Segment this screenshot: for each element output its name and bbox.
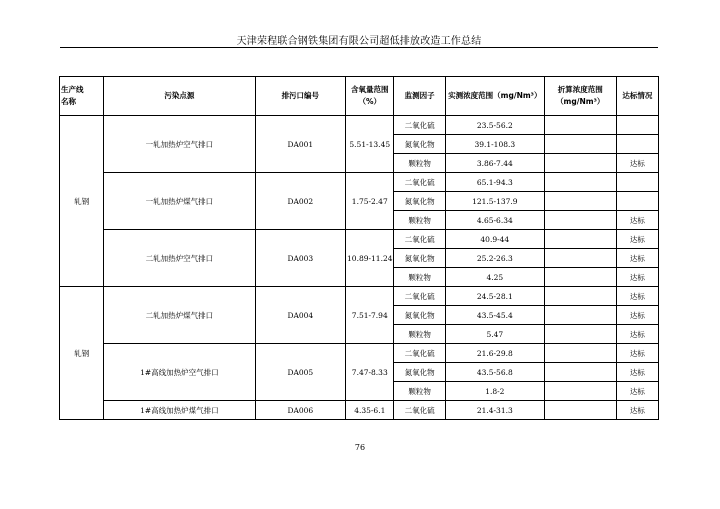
measured-cell: 21.4-31.3 (445, 401, 544, 420)
factor-cell: 氮氧化物 (394, 363, 445, 382)
source-cell: 1#高线加热炉空气排口 (104, 344, 255, 401)
measured-cell: 4.25 (445, 268, 544, 287)
converted-cell (544, 211, 616, 230)
measured-cell: 3.86-7.44 (445, 154, 544, 173)
status-cell: 达标 (616, 268, 658, 287)
status-cell: 达标 (616, 344, 658, 363)
table-row (60, 230, 659, 249)
header-divider (60, 47, 658, 48)
converted-cell (544, 344, 616, 363)
source-cell: 1#高线加热炉煤气排口 (104, 401, 255, 420)
converted-cell (544, 382, 616, 401)
status-cell: 达标 (616, 230, 658, 249)
measured-cell: 43.5-45.4 (445, 306, 544, 325)
converted-cell (544, 268, 616, 287)
factor-cell: 氮氧化物 (394, 192, 445, 211)
page-header-title: 天津荣程联合钢铁集团有限公司超低排放改造工作总结 (236, 36, 482, 47)
converted-cell (544, 192, 616, 211)
status-cell: 达标 (616, 287, 658, 306)
table-row (60, 401, 659, 420)
factor-cell: 氮氧化物 (394, 249, 445, 268)
converted-cell (544, 249, 616, 268)
measured-cell: 21.6-29.8 (445, 344, 544, 363)
measured-cell: 24.5-28.1 (445, 287, 544, 306)
factor-cell: 二氧化硫 (394, 287, 445, 306)
outlet-cell: DA006 (255, 401, 346, 420)
converted-cell (544, 401, 616, 420)
source-cell: 一轧加热炉煤气排口 (104, 173, 255, 230)
page-number: 76 (354, 443, 366, 452)
outlet-cell: DA001 (255, 116, 346, 173)
status-cell: 达标 (616, 325, 658, 344)
table-row (60, 173, 659, 192)
status-cell (616, 192, 658, 211)
factor-cell: 二氧化硫 (394, 173, 445, 192)
table-row (60, 287, 659, 306)
oxygen-cell: 5.51-13.45 (346, 116, 394, 173)
outlet-cell: DA002 (255, 173, 346, 230)
factor-cell: 颗粒物 (394, 211, 445, 230)
factor-cell: 颗粒物 (394, 382, 445, 401)
factor-cell: 颗粒物 (394, 325, 445, 344)
status-cell: 达标 (616, 382, 658, 401)
col-header-status: 达标情况 (616, 77, 658, 116)
factor-cell: 二氧化硫 (394, 344, 445, 363)
oxygen-cell: 1.75-2.47 (346, 173, 394, 230)
col-header-converted: 折算浓度范围 （mg/Nm³） (544, 77, 616, 116)
measured-cell: 25.2-26.3 (445, 249, 544, 268)
converted-cell (544, 173, 616, 192)
converted-cell (544, 287, 616, 306)
measured-cell: 23.5-56.2 (445, 116, 544, 135)
measured-cell: 4.65-6.34 (445, 211, 544, 230)
table-header-row (60, 77, 659, 116)
factor-cell: 二氧化硫 (394, 401, 445, 420)
factor-cell: 氮氧化物 (394, 135, 445, 154)
status-cell: 达标 (616, 401, 658, 420)
col-header-source: 污染点源 (104, 77, 255, 116)
col-header-oxygen: 含氧量范围 （%） (346, 77, 394, 116)
source-cell: 二轧加热炉煤气排口 (104, 287, 255, 344)
oxygen-cell: 7.51-7.94 (346, 287, 394, 344)
converted-cell (544, 116, 616, 135)
factor-cell: 颗粒物 (394, 268, 445, 287)
measured-cell: 43.5-56.8 (445, 363, 544, 382)
measured-cell: 5.47 (445, 325, 544, 344)
factor-cell: 氮氧化物 (394, 306, 445, 325)
status-cell: 达标 (616, 306, 658, 325)
source-cell: 一轧加热炉空气排口 (104, 116, 255, 173)
measured-cell: 40.9-44 (445, 230, 544, 249)
measured-cell: 1.8-2 (445, 382, 544, 401)
oxygen-cell: 7.47-8.33 (346, 344, 394, 401)
converted-cell (544, 230, 616, 249)
measured-cell: 39.1-108.3 (445, 135, 544, 154)
col-header-line: 生产线 名称 (60, 77, 104, 116)
measured-cell: 65.1-94.3 (445, 173, 544, 192)
emission-monitoring-table (59, 76, 659, 420)
converted-cell (544, 363, 616, 382)
table-row (60, 344, 659, 363)
converted-cell (544, 306, 616, 325)
converted-cell (544, 135, 616, 154)
col-header-factor: 监测因子 (394, 77, 445, 116)
status-cell: 达标 (616, 363, 658, 382)
measured-cell: 121.5-137.9 (445, 192, 544, 211)
table-row (60, 116, 659, 135)
converted-cell (544, 325, 616, 344)
outlet-cell: DA005 (255, 344, 346, 401)
status-cell: 达标 (616, 249, 658, 268)
status-cell (616, 116, 658, 135)
outlet-cell: DA004 (255, 287, 346, 344)
oxygen-cell: 4.35-6.1 (346, 401, 394, 420)
factor-cell: 颗粒物 (394, 154, 445, 173)
outlet-cell: DA003 (255, 230, 346, 287)
col-header-measured: 实测浓度范围（mg/Nm³） (445, 77, 544, 116)
status-cell (616, 173, 658, 192)
production-line-cell: 轧钢 (60, 287, 104, 420)
status-cell: 达标 (616, 154, 658, 173)
status-cell: 达标 (616, 211, 658, 230)
source-cell: 二轧加热炉空气排口 (104, 230, 255, 287)
status-cell (616, 135, 658, 154)
oxygen-cell: 10.89-11.24 (346, 230, 394, 287)
converted-cell (544, 154, 616, 173)
factor-cell: 二氧化硫 (394, 230, 445, 249)
factor-cell: 二氧化硫 (394, 116, 445, 135)
col-header-outlet: 排污口编号 (255, 77, 346, 116)
production-line-cell: 轧钢 (60, 116, 104, 287)
